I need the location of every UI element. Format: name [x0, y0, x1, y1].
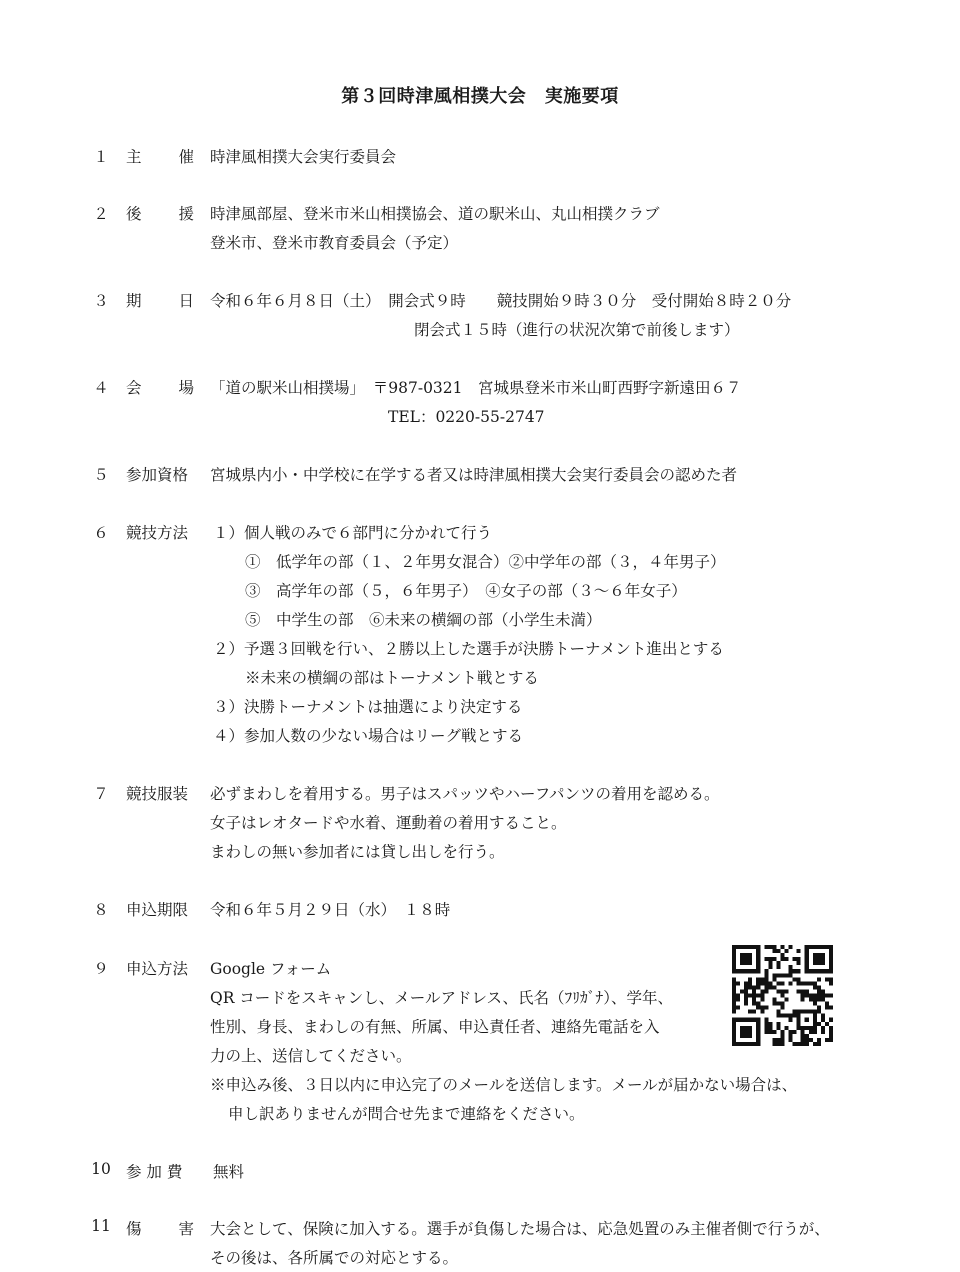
section-text: Google フォーム [210, 960, 332, 978]
section-number: 10 [91, 1160, 111, 1178]
section-text: １）個人戦のみで６部門に分かれて行う [213, 524, 493, 542]
section-label: 申込期限 [126, 901, 189, 919]
section-text: 女子はレオタードや水着、運動着の着用すること。 [210, 814, 567, 832]
section-label: 後 援 [126, 205, 194, 223]
section-text: まわしの無い参加者には貸し出しを行う。 [210, 843, 505, 861]
section-text: 必ずまわしを着用する。男子はスパッツやハーフパンツの着用を認める。 [210, 785, 720, 803]
section-text: 宮城県内小・中学校に在学する者又は時津風相撲大会実行委員会の認めた者 [210, 466, 738, 484]
section-number: ７ [93, 785, 109, 803]
section-text: 「道の駅米山相撲場」 〒987-0321 宮城県登米市米山町西野字新遠田６７ [210, 379, 742, 397]
section-number: ９ [93, 960, 109, 978]
section-label: 参加資格 [126, 466, 189, 484]
section-number: ５ [93, 466, 109, 484]
section-number: ４ [93, 379, 109, 397]
section-text: 大会として、保険に加入する。選手が負傷した場合は、応急処置のみ主催者側で行うが、 [210, 1220, 830, 1238]
section-text: ③ 高学年の部（５，６年男子） ④女子の部（３～６年女子） [245, 582, 687, 600]
section-text: その後は、各所属での対応とする。 [210, 1249, 459, 1267]
section-text: ⑤ 中学生の部 ⑥未来の横綱の部（小学生未満） [245, 611, 602, 629]
section-number: 11 [91, 1217, 111, 1235]
section-text: ※申込み後、３日以内に申込完了のメールを送信します。メールが届かない場合は、 [210, 1076, 798, 1094]
section-number: １ [93, 148, 109, 166]
section-text: QR コードをスキャンし、メールアドレス、氏名（ﾌﾘｶﾞﾅ）、学年、 [210, 989, 673, 1007]
section-label: 傷 害 [126, 1220, 194, 1238]
section-label: 参 加 費 [126, 1163, 183, 1181]
section-number: ８ [93, 901, 109, 919]
section-number: ３ [93, 292, 109, 310]
section-text: ４）参加人数の少ない場合はリーグ戦とする [213, 727, 524, 745]
section-label: 主 催 [126, 148, 194, 166]
section-text: 無料 [213, 1163, 245, 1181]
section-number: ２ [93, 205, 109, 223]
section-text: ① 低学年の部（１、２年男女混合）②中学年の部（３，４年男子） [245, 553, 726, 571]
qr-code-icon[interactable] [732, 945, 833, 1046]
page-title: 第３回時津風相撲大会 実施要項 [341, 86, 619, 107]
section-label: 競技服装 [126, 785, 189, 803]
section-text: 登米市、登米市教育委員会（予定） [210, 234, 459, 252]
section-text: 時津風相撲大会実行委員会 [210, 148, 397, 166]
section-text: 令和６年５月２９日（水） １８時 [210, 901, 451, 919]
section-text: 令和６年６月８日（土） 開会式９時 競技開始９時３０分 受付開始８時２０分 [210, 292, 792, 310]
section-text: 性別、身長、まわしの有無、所属、申込責任者、連絡先電話を入 [210, 1018, 660, 1036]
section-text: 申し訳ありませんが問合せ先まで連絡をください。 [228, 1105, 585, 1123]
section-label: 申込方法 [126, 960, 189, 978]
section-text: 閉会式１５時（進行の状況次第で前後します） [414, 321, 740, 339]
section-label: 期 日 [126, 292, 194, 310]
section-number: ６ [93, 524, 109, 542]
venue-phone: TEL：0220-55-2747 [388, 408, 545, 426]
section-label: 会 場 [126, 379, 194, 397]
section-text: ※未来の横綱の部はトーナメント戦とする [245, 669, 539, 687]
section-label: 競技方法 [126, 524, 189, 542]
section-text: ３）決勝トーナメントは抽選により決定する [213, 698, 523, 716]
section-text: 時津風部屋、登米市米山相撲協会、道の駅米山、丸山相撲クラブ [210, 205, 660, 223]
section-text: 力の上、送信してください。 [210, 1047, 412, 1065]
section-text: ２）予選３回戦を行い、２勝以上した選手が決勝トーナメント進出とする [213, 640, 724, 658]
